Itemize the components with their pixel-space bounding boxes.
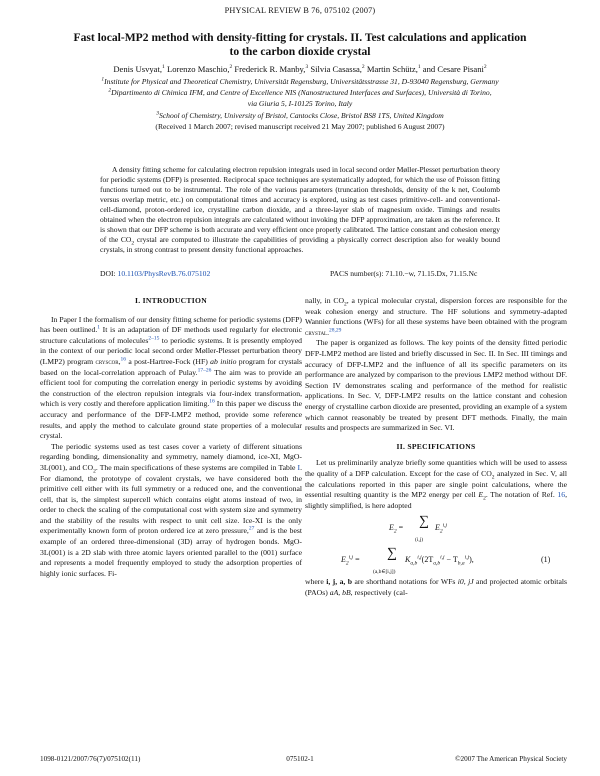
text: , respectively (cal- bbox=[350, 587, 408, 597]
citation-link[interactable]: 27 bbox=[248, 525, 255, 532]
paragraph: nally, in $CO_2$, a typical molecular crystal, dispersion forces are responsible for the weak cohesion energy and structure. The HF solutions and symmetry-adapted Wannier functions (WFs) for all these systems have been obtained with the program crystal.$^{28,29}$ bbox=[305, 296, 567, 337]
abstract-text: crystal are computed to illustrate the capabilities of providing a physically correct description also for weakly bound crystals, in strong contrast to present density functional approaches. bbox=[100, 235, 500, 254]
subscript: 2 bbox=[131, 240, 135, 247]
affiliation-text: Institute for Physical and Theoretical Chemistry, Universität Regensburg, Universitätsstrasse 31, D-93040 Regensburg, Germany bbox=[104, 77, 499, 86]
text: The aim was to provide an efficient tool for computing the correlation energy in periodic systems by avoiding the construction of the electron repulsion integrals via four-index transformation, which is very costly and therefore application limiting. bbox=[40, 367, 302, 409]
math-bold: i, j, a, b bbox=[326, 577, 353, 587]
eq-lhs bbox=[341, 555, 360, 566]
program-name: crystal bbox=[305, 327, 328, 337]
affiliation-text: Dipartimento di Chimica IFM, and Centre of Excellence NIS (Nanostructured Interfaces and Surfaces), Università di Torino, bbox=[111, 88, 492, 97]
affiliation-2 bbox=[30, 88, 570, 98]
author bbox=[310, 64, 364, 74]
math-var: aA, bB bbox=[329, 587, 351, 597]
eq-term bbox=[405, 555, 474, 566]
sum-symbol: ∑ bbox=[419, 514, 429, 530]
math-text: ), bbox=[469, 555, 474, 565]
text: are shorthand notations for WFs bbox=[352, 577, 458, 587]
text: where bbox=[305, 577, 327, 587]
footer-copyright: ©2007 The American Physical Society bbox=[455, 755, 567, 763]
math-op: = bbox=[398, 523, 404, 533]
author-name: Denis Usvyat, bbox=[113, 64, 163, 74]
citation-link[interactable]: 1 bbox=[97, 324, 100, 331]
text: , slightly simplified, is here adopted bbox=[305, 490, 567, 510]
text: nally, in CO bbox=[305, 296, 344, 305]
title-line-1: Fast local-MP2 method with density-fitting for crystals. II. Test calculations and application bbox=[73, 31, 527, 44]
text: . The main specifications of these systems are compiled in Table bbox=[95, 462, 298, 472]
left-column bbox=[40, 296, 302, 579]
superscript: i,j bbox=[464, 554, 470, 561]
affiliation-text: School of Chemistry, University of Bristol, Cantocks Close, Bristol BS8 1TS, United Kingdom bbox=[158, 111, 444, 120]
doi-link[interactable]: 10.1103/PhysRevB.76.075102 bbox=[117, 269, 211, 278]
subscript: a,b bbox=[410, 560, 418, 567]
subscript: 2 bbox=[93, 468, 96, 475]
text: In this paper we discuss the accuracy and performance of the DFP-LMP2 method, provide some reference results, and apply the method to calculate ground state properties of a molecular crystal. bbox=[40, 399, 302, 441]
affiliation-mark: 1 bbox=[417, 64, 421, 71]
citation-link[interactable]: 16 bbox=[209, 398, 215, 405]
section-heading: II. SPECIFICATIONS bbox=[396, 441, 476, 451]
affiliation-mark: 2 bbox=[361, 64, 365, 71]
paragraph bbox=[305, 577, 567, 598]
text: to periodic systems. It is presently employed in the context of our periodic local second order Møller-Plesset perturbation theory (LMP2) program bbox=[40, 335, 302, 366]
math-var: E bbox=[435, 523, 440, 533]
abstract bbox=[100, 165, 500, 255]
table-link[interactable]: I bbox=[297, 462, 301, 472]
eq-term bbox=[435, 523, 447, 534]
author bbox=[234, 64, 308, 74]
author-name: and Cesare Pisani bbox=[422, 64, 484, 74]
superscript: i,j bbox=[440, 554, 445, 561]
doi-label: DOI: bbox=[100, 269, 116, 278]
abstract-text: A density fitting scheme for calculating electron repulsion integrals used in local second order Møller-Plesset perturbation theory for periodic systems (DFP) is presented. Reciprocal space techniques are systematically adopted, for which the use of Poisson fitting functions turned out to be instrumental. The role of the various parameters (truncation thresholds, density of the k net, Coulomb versus overlap metric, etc.) on computational times and accuracy is explored, using as test cases primitive-cell- and conventional-cell-diamond, proton-ordered ice, crystalline carbon dioxide, and a three-layer slab of magnesium oxide. Timings and results obtained when the electron repulsion integrals are calculated without invoking the DFP approximation, are taken as the reference. It is shown that our DFP scheme is both accurate and very efficient once properly calibrated. The lattice constant and cohesion energy of the CO bbox=[100, 165, 500, 244]
equation-1 bbox=[305, 547, 567, 577]
sum-symbol: ∑ bbox=[387, 546, 397, 562]
equation-e2 bbox=[305, 515, 567, 545]
text: a post-Hartree-Fock (HF) bbox=[126, 356, 211, 366]
author bbox=[367, 64, 421, 74]
math-var: E bbox=[389, 523, 394, 533]
affiliation-mark: 3 bbox=[156, 110, 159, 117]
paragraph: The paper is organized as follows. The key points of the density fitted periodic DFP-LMP2 method are listed and briefly discussed in Sec. II. In Sec. III timings and accuracy of DFP-LMP2 and the influence of all its specific parameters on its performance are analyzed by comparison to the previous LMP2 method without DF. Section IV demonstrates scaling and performance of the method for realistic applications. In Sec. V, DFP-LMP2 results on the lattice constant and cohesion energy of crystalline carbon dioxide are presented, providing an example of a system which cannot reasonably be treated by present DFT methods. Finally, the main results and prospects are summarized in Sec. VI. bbox=[305, 338, 567, 433]
equation-number: (1) bbox=[541, 555, 551, 565]
paper-title bbox=[40, 31, 560, 59]
subscript: 2 bbox=[491, 474, 495, 481]
affiliation-mark: 3 bbox=[305, 64, 309, 71]
text: and is the best example of an ordered three-dimensional (3D) array of hydrogen bonds. MgO-3L(001) is a 2D slab with three atomic layers oriented parallel to the (001) surface and represents a model frequently employed to study the adsorption properties of highly ionic surfaces. Fi- bbox=[40, 526, 302, 578]
title-line-2: to the carbon dioxide crystal bbox=[229, 45, 371, 58]
text: . The notation of Ref. bbox=[485, 490, 558, 500]
pacs-numbers: PACS number(s): 71.10.−w, 71.15.Dx, 71.15.Nc bbox=[330, 269, 478, 278]
superscript: i,j bbox=[442, 522, 448, 529]
citation-link[interactable]: 17–26 bbox=[197, 367, 212, 373]
sum-index: (a,b∈[i,j]) bbox=[373, 569, 396, 576]
subscript: b,a bbox=[457, 560, 465, 567]
subscript: 2 bbox=[483, 495, 486, 502]
affiliation-mark: 2 bbox=[483, 64, 487, 71]
eq-lhs bbox=[389, 523, 403, 534]
affiliation-mark: 1 bbox=[101, 76, 105, 83]
footer-issn: 1098-0121/2007/76(7)/075102(11) bbox=[40, 755, 141, 763]
text: analyzed in Sec. V, all the calculations reported in this paper are single point calculations, where the essential resulting quantity is the MP2 energy per cell bbox=[305, 468, 568, 500]
citation-link[interactable]: 16 bbox=[120, 356, 127, 363]
superscript: i,j bbox=[417, 554, 422, 561]
author bbox=[423, 64, 487, 74]
right-column bbox=[305, 296, 567, 598]
subscript: 2 bbox=[439, 528, 443, 535]
subscript: a,b bbox=[433, 560, 441, 567]
citation-link[interactable]: 2–15 bbox=[148, 335, 160, 342]
text: , a typical molecular crystal, dispersion forces are responsible for the weak cohesion energy and structure. The HF solutions and symmetry-adapted Wannier functions (WFs) for all these systems have been obtained with the program bbox=[305, 296, 567, 327]
author-name: Frederick R. Manby, bbox=[234, 64, 306, 74]
citation-link[interactable]: 28,29 bbox=[329, 327, 342, 334]
subscript: 2 bbox=[345, 560, 349, 567]
affiliation-1 bbox=[30, 77, 570, 87]
author-name: Lorenzo Maschio, bbox=[166, 64, 230, 74]
italic-text: ab initio bbox=[210, 356, 237, 366]
received-dates: (Received 1 March 2007; revised manuscript received 21 May 2007; published 6 August 2007) bbox=[155, 122, 445, 131]
subscript: 2 bbox=[393, 528, 397, 535]
math-var: K bbox=[405, 555, 411, 565]
text: Let us preliminarily analyze briefly some quantities which will be used to assess the quality of a DFP calculation. Except for the case of CO bbox=[305, 458, 567, 478]
text: and projected atomic orbitals (PAOs) bbox=[305, 577, 567, 597]
paragraph bbox=[40, 442, 302, 580]
reference-link[interactable]: 16 bbox=[557, 490, 566, 500]
footer-page: 075102-1 bbox=[286, 755, 314, 763]
superscript: i,j bbox=[348, 554, 354, 561]
doi-line bbox=[100, 269, 210, 278]
text: . For diamond, the prototype of covalent crystals, we have considered both the primitive cell either with its full symmetry or a reduced one, and the conventional cell, that is, the simplest supercell which contains eight atoms instead of two, in order to check the scaling of the computational cost with system size and symmetry and the stability of the results with respect to unit cell size. Ice-XI is the only experimentally known form of proton ordered ice at zero pressure, bbox=[40, 462, 302, 536]
section-heading: I. INTRODUCTION bbox=[134, 296, 207, 305]
affiliation-mark: 2 bbox=[108, 87, 112, 94]
paragraph bbox=[305, 458, 567, 511]
math-var: E bbox=[478, 490, 484, 500]
affiliation-3 bbox=[30, 111, 570, 121]
math-var: i0, jJ bbox=[457, 577, 474, 587]
subscript: 2 bbox=[344, 301, 347, 308]
text: program for crystals based on the local-correlation approach of Pulay. bbox=[40, 356, 303, 377]
math-var: E bbox=[341, 555, 346, 565]
paragraph: In Paper I the formalism of our density fitting scheme for periodic systems (DFP) has been outlined.$^1$ It is an adaptation of DF methods used regularly for electronic structure calculations of molecules$^{2-15}$ to periodic systems. It is presently employed in the context of our periodic local second order Møller-Plesset perturbation theory (LMP2) program cryscor,$^{16}$ a post-Hartree-Fock (HF) ab initio program for crystals based on the local-correlation approach of Pulay.$^{17-26}$ The aim was to provide an efficient tool for computing the correlation energy in periodic systems by avoiding the construction of the electron repulsion integrals via four-index transformation, which is very costly and therefore application limiting.$^{16}$ In this paper we discuss the accuracy and performance of the DFP-LMP2 method, provide some reference results, and apply the method to calculate ground state properties of a molecular crystal. bbox=[40, 314, 303, 441]
author-name: Martin Schütz, bbox=[366, 64, 418, 74]
math-text: − T bbox=[444, 555, 458, 565]
sum-index: (i,j) bbox=[415, 537, 424, 544]
text: In Paper I the formalism of our density fitting scheme for periodic systems (DFP) has been outlined. bbox=[40, 314, 302, 335]
math-op: = bbox=[355, 555, 360, 565]
journal-header: PHYSICAL REVIEW B 76, 075102 (2007) bbox=[224, 6, 376, 15]
math-text: (2T bbox=[421, 555, 434, 565]
text: It is an adaptation of DF methods used regularly for electronic structure calculations of molecules bbox=[40, 325, 302, 345]
text: The periodic systems used as test cases cover a variety of different situations regarding bonding, dimensionality and symmetry, namely diamond, ice-XI, MgO-3L(001), and CO bbox=[40, 441, 302, 472]
affiliation-2-cont: via Giuria 5, I-10125 Torino, Italy bbox=[247, 99, 353, 108]
affiliation-mark: 2 bbox=[229, 64, 233, 71]
affiliation-mark: 1 bbox=[162, 64, 165, 71]
program-name: cryscor bbox=[95, 356, 119, 366]
author bbox=[167, 64, 232, 74]
author-list bbox=[30, 64, 570, 75]
author bbox=[113, 64, 164, 74]
author-name: Silvia Casassa, bbox=[310, 64, 362, 74]
